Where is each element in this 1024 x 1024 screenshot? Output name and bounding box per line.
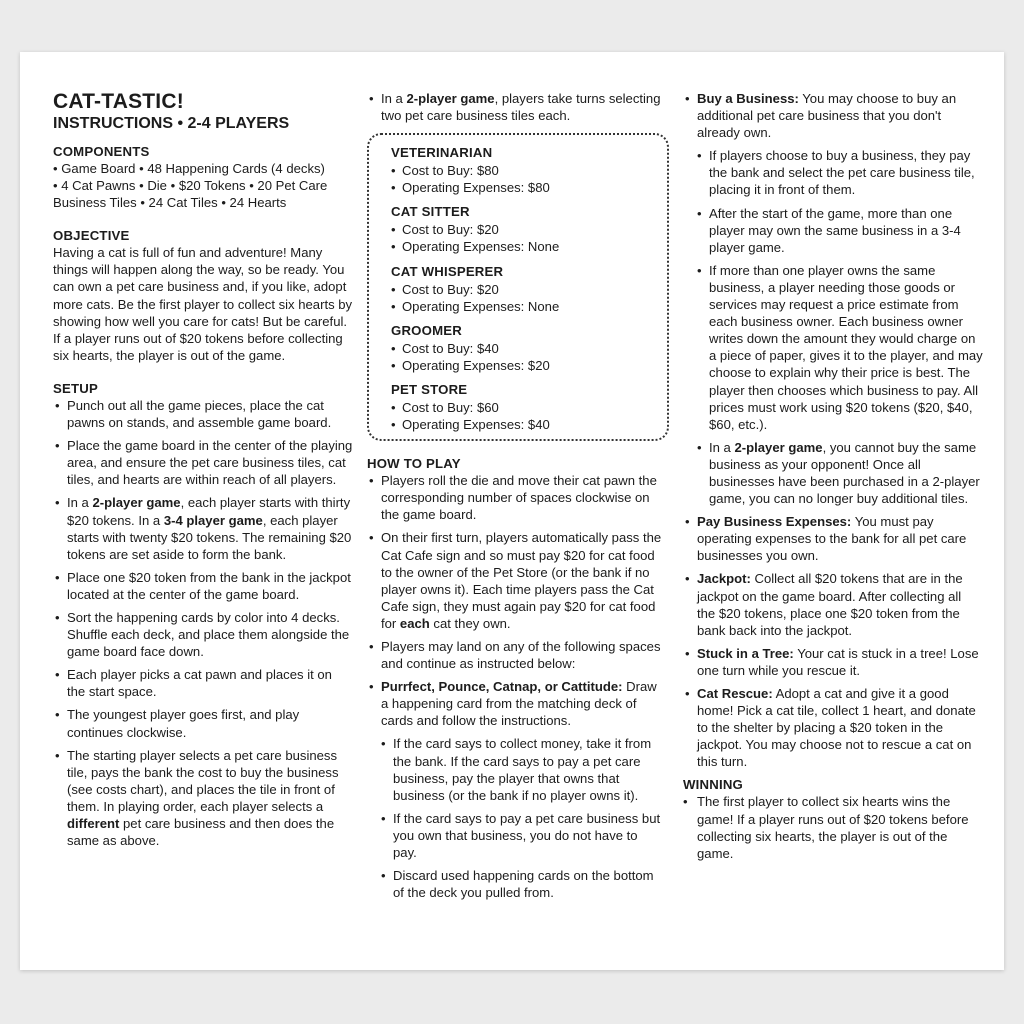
how-to-play-item: • On their first turn, players automatically pass the Cat Cafe sign and so must pay $20 for cat food to the owner of the Pet Store (or the bank if no player owns it). Each time players pass the Cat Cafe sign, they must again pay $20 for cat food for each cat they own. [367,529,663,632]
space-cat-rescue: • Cat Rescue: Adopt a cat and give it a good home! Pick a cat tile, collect 1 heart, and donate to the shelter by placing a $20 token in the jackpot. You may choose not to rescue a cat on this turn. [683,685,983,770]
instruction-sheet [20,52,1004,970]
objective-heading: OBJECTIVE [53,228,130,244]
setup-item: • Sort the happening cards by color into 4 decks. Shuffle each deck, and place them alongside the game board face down. [53,609,353,660]
business-name: GROOMER [391,322,463,338]
winning-list [683,793,983,861]
how-to-play-heading: HOW TO PLAY [367,456,461,472]
space-pay-expenses: • Pay Business Expenses: You must pay operating expenses to the bank for all pet care businesses you own. [683,513,983,564]
game-title: CAT-TASTIC! [53,90,184,113]
space-buy-business: • Buy a Business: You may choose to buy an additional pet care business that you don't already own. [683,90,983,141]
components-line-1: • Game Board • 48 Happening Cards (4 decks) [53,161,325,176]
components-heading: COMPONENTS [53,144,150,159]
business-expenses: • Operating Expenses: None [391,238,653,255]
space-jackpot: • Jackpot: Collect all $20 tokens that are in the jackpot on the game board. After collecting all the $20 tokens, place one $20 token from the bank back into the jackpot. [683,570,983,638]
buy-rule: • If players choose to buy a business, they pay the bank and select the pet care business tile, placing it in front of them. [695,147,983,198]
business-name: CAT WHISPERER [391,263,504,279]
setup-item: • Place one $20 token from the bank in the jackpot located at the center of the game board. [53,569,353,603]
spaces-list [683,90,983,141]
business-entry [391,322,653,374]
setup-item: • Each player picks a cat pawn and places it on the start space. [53,666,353,700]
setup-list [53,397,353,849]
column-middle [367,90,663,907]
business-cost: • Cost to Buy: $20 [391,281,653,298]
column-left [53,90,353,855]
happening-rule: • Discard used happening cards on the bottom of the deck you pulled from. [379,867,663,901]
how-to-play-item: • Players may land on any of the following spaces and continue as instructed below: [367,638,663,672]
setup-list-continued [367,90,663,124]
how-to-play-list [367,472,663,729]
space-stuck-in-tree: • Stuck in a Tree: Your cat is stuck in a tree! Lose one turn while you rescue it. [683,645,983,679]
winning-heading: WINNING [683,777,744,793]
components-line-3: Business Tiles • 24 Cat Tiles • 24 Hearts [53,195,287,211]
business-expenses: • Operating Expenses: $80 [391,179,653,196]
business-entry [391,203,653,255]
business-name: VETERINARIAN [391,145,493,161]
how-to-play-item: • Players roll the die and move their cat pawn the corresponding number of spaces clockwise on the game board. [367,472,663,523]
business-entry [391,381,653,433]
business-costs-chart [367,133,669,441]
business-entry [391,144,653,196]
setup-item: • Place the game board in the center of the playing area, and ensure the pet care business tiles, cat tiles, and hearts are within reach of all players. [53,437,353,488]
business-name: PET STORE [391,381,468,397]
buy-rule: • If more than one player owns the same business, a player needing those goods or services may request a price estimate from each business owner. Each business owner writes down the amount they would charge on a piece of paper, gives it to the player, and may choose to explain why their price is best. The player then chooses which business to pay. All prices must work using $20 tokens ($20, $40, $60, etc.). [695,262,983,433]
column-right [683,90,983,862]
business-expenses: • Operating Expenses: None [391,298,653,315]
instructions-subtitle: INSTRUCTIONS • 2-4 PLAYERS [53,115,290,132]
business-expenses: • Operating Expenses: $20 [391,357,653,374]
setup-item: • In a 2-player game, each player starts with thirty $20 tokens. In a 3-4 player game, each player starts with twenty $20 tokens. The remaining $20 tokens are set aside to form the bank. [53,494,353,562]
setup-item: • In a 2-player game, players take turns selecting two pet care business tiles each. [367,90,663,124]
business-expenses: • Operating Expenses: $40 [391,416,653,433]
spaces-list-continued [683,513,983,770]
setup-item: • The youngest player goes first, and play continues clockwise. [53,706,353,740]
business-cost: • Cost to Buy: $20 [391,221,653,238]
happening-rule: • If the card says to collect money, take it from the bank. If the card says to pay a pet care business, pay the player that owns that business (or the bank if no player owns it). [379,735,663,803]
business-name: CAT SITTER [391,204,470,220]
happening-rule: • If the card says to pay a pet care business but you own that business, you do not have to pay. [379,810,663,861]
setup-item: • The starting player selects a pet care business tile, pays the bank the cost to buy the business (see costs chart), and places the tile in front of them. In playing order, each player selects a different pet care business and then does the same as above. [53,747,353,850]
business-entry [391,263,653,315]
winning-text: • The first player to collect six hearts wins the game! If a player runs out of $20 tokens before collecting six hearts, the player is out of the game. [683,793,983,861]
buy-business-rules [683,147,983,507]
components-line-2: • 4 Cat Pawns • Die • $20 Tokens • 20 Pet Care [53,178,328,194]
setup-heading: SETUP [53,380,98,396]
business-cost: • Cost to Buy: $60 [391,399,653,416]
buy-rule: • After the start of the game, more than one player may own the same business in a 3-4 player game. [695,205,983,256]
how-to-play-item: • Purrfect, Pounce, Catnap, or Cattitude: Draw a happening card from the matching deck of cards and follow the instructions. [367,678,663,729]
business-cost: • Cost to Buy: $40 [391,340,653,357]
setup-item: • Punch out all the game pieces, place the cat pawns on stands, and assemble game board. [53,397,353,431]
buy-rule: • In a 2-player game, you cannot buy the same business as your opponent! Once all businesses have been purchased in a 2-player game, you can no longer buy additional tiles. [695,439,983,507]
objective-text: Having a cat is full of fun and adventure! Many things will happen along the way, so be ready. You can own a pet care business and, if you like, adopt more cats. Be the first player to collect six hearts by showing how well you care for cats! But be careful. If a player runs out of $20 tokens before collecting six hearts, the player is out of the game. [53,245,353,363]
happening-card-rules [367,735,663,901]
business-cost: • Cost to Buy: $80 [391,162,653,179]
